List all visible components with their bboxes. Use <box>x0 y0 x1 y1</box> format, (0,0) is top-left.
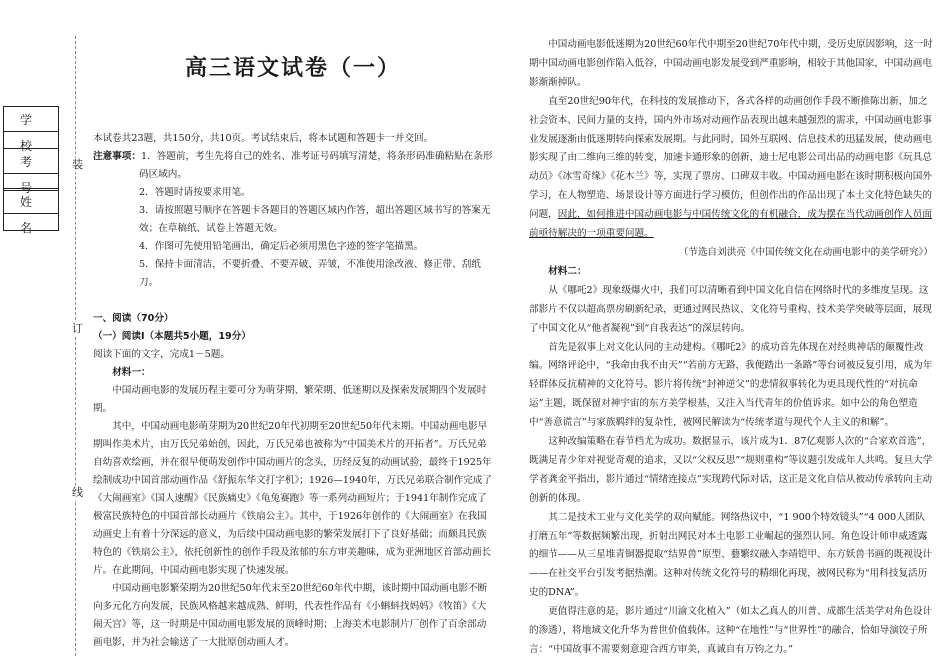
note-2: 2．答题时请按要求用笔。 <box>139 187 251 198</box>
binding-char-xian: 线 <box>72 486 83 499</box>
source-citation: （节选自刘洪亮《中国传统文化在动画电影中的美学研究》） <box>678 246 933 258</box>
name-blank <box>3 214 59 231</box>
right-paragraph-2-text: 直至20世纪90年代，在科技的发展推动下，各式各样的动画创作手段不断推陈出新，加之社会资本、民间力量的支持，国内外市场对动画作品表现出越来越强烈的需求，中国动画电影事业发展逐渐由低迷期转向探索发展期。与此同时，国外互联网、信息技术的迅猛发展，使动画电影实现了由二维向三维的转变，加速卡通形象的创新，迪士尼电影公司出品的动画电影《玩具总动员》《冰雪奇缘》《花木兰》等，实现了票房、口碑双丰收。中国动画电影在该时期积极向国外学习，在人物塑造、场景设计等方面进行学习模仿，但创作出的作品出现了本土文化特色缺失的问题， <box>529 95 932 221</box>
right-column <box>529 36 933 660</box>
school-label: 学 校 <box>3 106 59 132</box>
left-paragraph-1: 中国动画电影的发展历程主要可分为萌芽期、繁荣期、低迷期以及探索发展期四个发展时期。 <box>93 385 487 414</box>
reading-instruction: 阅读下面的文字，完成1－5题。 <box>93 349 230 360</box>
right-paragraph-1: 中国动画电影低迷期为20世纪60年代中期至20世纪70年代中期，受历史原因影响，这一时期中国动画电影创作陷入低谷，中国动画电影发展受到严重影响，相较于其他国家，中国动画电影渐渐掉队。 <box>529 39 933 88</box>
sub-heading: （一）阅读Ⅰ（本题共5小题，19分） <box>93 331 251 342</box>
school-blank <box>3 132 59 149</box>
binding-char-zhuang: 装 <box>72 158 83 171</box>
note-3: 3．请按照题号顺序在答题卡各题目的答题区域内作答，超出答题区域书写的答案无效；在草稿纸、试卷上答题无效。 <box>139 205 491 234</box>
left-paragraph-2: 其中，中国动画电影萌芽期为20世纪20年代初期至20世纪50年代末期。中国动画电影早期叫作美术片，由万氏兄弟始创，因此，万氏兄弟也被称为“中国美术片的开拓者”。万氏兄弟自幼喜欢绘画，并在很早便萌发创作中国动画片的念头，历经反复的动画试验，最终于1925年绘制成功中国首部动画作品《舒振东华文打字机》；1926—1940年，万氏兄弟联合制作完成了《大闹画室》《国人速醒》《民族痛史》《龟兔赛跑》等一系列动画短片；于1941年制作完成了极富民族特色的中国首部长动画片《铁扇公主》。其中，于1926年创作的《大闹画室》在我国动画史上有着十分深远的意义，为后续中国动画电影的繁荣发展打下了良好基础；而颇具民族特色的《铁扇公主》，依托创新性的创作手段及浓郁的东方审美趣味，成为亚洲地区首部动画长片。在此期间，中国动画电影实现了快速发展。 <box>93 421 492 576</box>
exam-title: 高三语文试卷（一） <box>184 56 401 81</box>
notes-label: 注意事项： <box>93 151 141 162</box>
material1-label: 材料一： <box>112 367 151 378</box>
exam-intro: 本试卷共23题，共150分，共10页。考试结束后，将本试题和答题卡一并交回。 <box>93 133 434 144</box>
binding-dashed-line <box>75 36 76 656</box>
note-1-text: 1．答题前，考生先将自己的姓名、准考证号码填写清楚，将条形码准确粘贴在条形码区域内。 <box>139 151 493 180</box>
binding-char-ding: 订 <box>72 322 83 335</box>
right-paragraph-5: 这种改编策略在春节档尤为成功。数据显示，该片成为1．87亿观影人次的“合家欢首选”，既满足青少年对视觉奇观的追求，又以“父权反思”“规则重构”等议题引发成年人共鸣。复旦大学学者龚金平指出，影片通过“情绪连接点”实现跨代际对话，这正是文化自信从被动传承转向主动创新的体现。 <box>529 436 933 504</box>
note-1 <box>93 148 493 184</box>
right-paragraph-6: 其二是技术工业与文化美学的双向赋能。网络热议中，“1 900个特效镜头”“4 000人团队打磨五年”等数据频繁出现，折射出网民对本土电影工业崛起的强烈认同。角色设计师申威透露的细节——从三星堆青铜器提取“结界兽”原型、藝繁纹融入李靖铠甲、东方妖兽书画的既视设计——在社交平台引发考据热潮。这种对传统文化符号的精细化再现，被网民称为“用科技复活历史的DNA”。 <box>529 511 933 599</box>
left-paragraph-3: 中国动画电影繁荣期为20世纪50年代末至20世纪60年代中期，该时期中国动画电影不断向多元化方向发展，民族风格越来越成熟、鲜明，代表性作品有《小蝌蚪找妈妈》《牧笛》《大闹天宫》等，这一时期是中国动画电影发展的顶峰时期；上海美术电影制片厂创作了百余部动画电影，并为社会输送了一大批原创动画人才。 <box>93 583 488 648</box>
section-heading: 一、阅读（70分） <box>93 313 174 324</box>
note-4: 4．作图可先使用铅笔画出，确定后必须用黑色字迹的签字笔描黑。 <box>139 241 424 252</box>
highlight-sentence: 因此，如何推进中国动画电影与中国传统文化的有机融合，成为摆在当代动画创作人员面前亟待解决的一项重要问题。 <box>529 209 932 240</box>
note-5: 5．保持卡面清洁，不要折叠、不要弄破、弄皱，不准使用涂改液、修正带、刮纸刀。 <box>139 259 481 288</box>
material2-label: 材料二： <box>548 265 587 277</box>
right-paragraph-2 <box>529 93 933 244</box>
right-paragraph-7: 更值得注意的是，影片通过“川渝文化植入”（如太乙真人的川普、成都生活美学对角色设计的渗透），将地域文化升华为普世价值载体。这种“在地性”与“世界性”的融合，恰如导演饺子所言：“中国故事不需要刻意迎合西方审美，真诚自有万钧之力。” <box>529 606 933 655</box>
exam-number-label: 考 号 <box>3 148 59 174</box>
right-paragraph-3: 从《哪吒2》现象级爆火中，我们可以清晰看到中国文化自信在网络时代的多维度呈现。这部影片不仅以超高票房刷新纪录，更通过网民热议、文化符号重构、技术美学突破等层面，展现了中国文化从“他者凝视”到“自我表达”的深层转向。 <box>529 284 932 334</box>
left-column <box>93 130 493 652</box>
right-paragraph-4: 首先是叙事上对文化认同的主动建构。《哪吒2》的成功首先体现在对经典神话的颠覆性改编。网络评论中，“我命由我不由天”“若前方无路，我便踏出一条路”等台词被反复引用，成为年轻群体反抗精神的文化符号。影片将传统“封神逆父”的悲情叙事转化为更具现代性的“对抗命运”主题，既保留对神宇宙的东方美学根基，又注入当代青年的价值诉求。如中公的角色塑造中“善意谎言”与家族羁绊的复杂性，被网民解读为“传统孝道与现代个人主义的和解”。 <box>529 341 933 429</box>
name-label: 姓 名 <box>3 188 59 214</box>
